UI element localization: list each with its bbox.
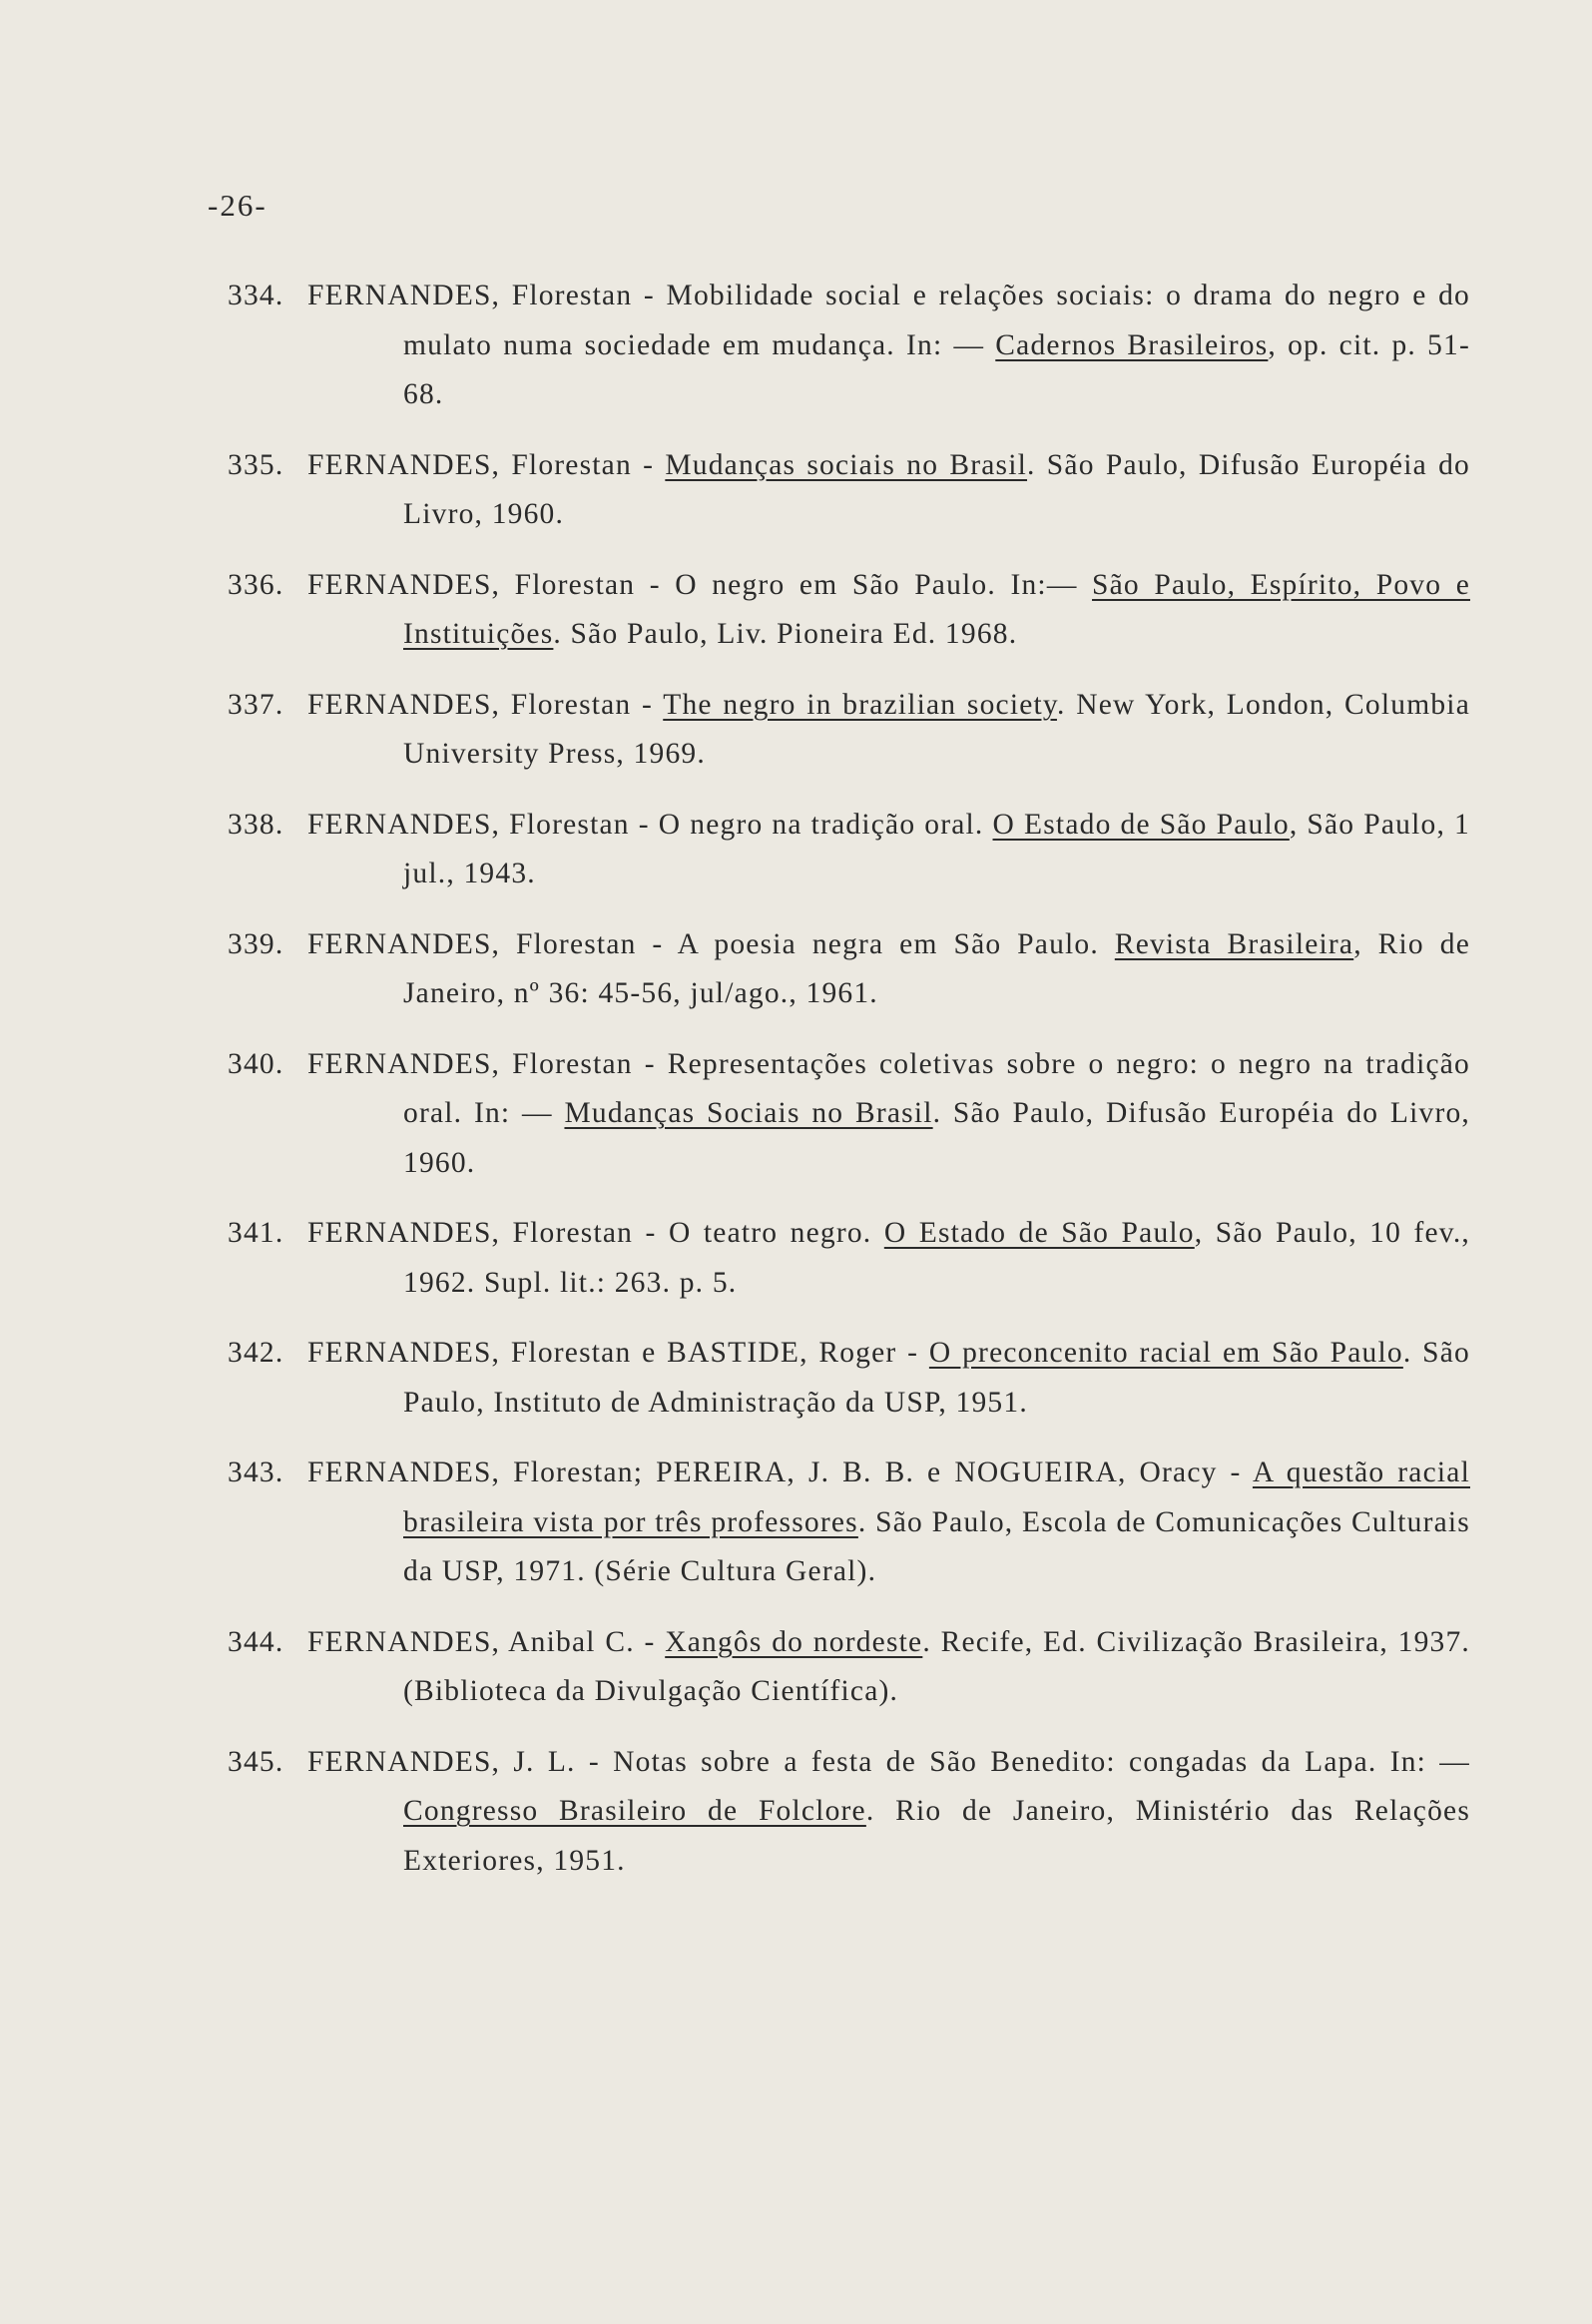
entry-text-segment: . São Paulo, Liv. Pioneira Ed. 1968. [553,618,1018,650]
entry-text-segment: FERNANDES, J. L. - Notas sobre a festa de São Benedito: congadas da Lapa. In: — [307,1745,1470,1778]
bibliography-entry-337 [228,681,1470,780]
entry-text-segment: FERNANDES, Florestan e BASTIDE, Roger - [307,1337,929,1369]
entry-title: Xangôs do nordeste [665,1625,923,1658]
bibliography-entry-341 [228,1209,1470,1308]
entry-text-segment: , São Paulo, 1 jul., 1943. [403,808,1470,889]
entry-text-segment: FERNANDES, Florestan - Representações coletivas sobre o negro: o negro na tradição oral. In: — [307,1047,1470,1129]
entry-text [307,801,1470,899]
entry-text-segment: FERNANDES, Florestan - [307,688,664,721]
entry-text-segment: . São Paulo, Instituto de Administração da USP, 1951. [403,1337,1470,1419]
entry-text [307,681,1470,780]
entry-text [307,1738,1470,1887]
entry-text-segment: , Rio de Janeiro, nº 36: 45-56, jul/ago., 1961. [403,927,1470,1009]
entry-number: 342. [228,1337,284,1369]
bibliography-entry-340 [228,1040,1470,1189]
bibliography-entry-344 [228,1618,1470,1717]
entry-title: A questão racial brasileira vista por três professores [403,1456,1470,1538]
entry-text-segment: FERNANDES, Florestan - O negro na tradição oral. [307,808,993,841]
entry-text-segment: . São Paulo, Difusão Européia do Livro, 1960. [403,1097,1470,1179]
entry-number: 340. [228,1047,284,1080]
entry-number: 345. [228,1745,284,1778]
entry-text-segment: . New York, London, Columbia University Press, 1969. [403,688,1470,770]
entry-number: 334. [228,280,284,311]
entry-text [307,561,1470,660]
bibliography-entry-342 [228,1329,1470,1428]
entry-text-segment: . Recife, Ed. Civilização Brasileira, 1937. (Biblioteca da Divulgação Científica). [403,1625,1470,1707]
entry-title: Congresso Brasileiro de Folclore [403,1795,866,1827]
entry-text [307,1618,1470,1717]
entry-title: O Estado de São Paulo [883,1217,1195,1249]
entry-text [307,1329,1470,1428]
entry-text-segment: FERNANDES, Florestan - O teatro negro. [307,1217,884,1249]
entry-text-segment: FERNANDES, Florestan - [307,448,666,481]
entry-number: 336. [228,568,284,601]
entry-text-segment: . São Paulo, Difusão Européia do Livro, 1960. [403,448,1470,530]
bibliography-entry-338 [228,801,1470,899]
entry-title: Cadernos Brasileiros [995,328,1269,361]
entry-title: Revista Brasileira [1114,927,1354,960]
entry-number: 341. [228,1217,284,1249]
entry-number: 343. [228,1456,284,1488]
entry-text-segment: , op. cit. p. 51-68. [403,328,1471,410]
entry-text-segment: FERNANDES, Florestan - A poesia negra em São Paulo. [307,927,1115,960]
bibliography-entry-334 [228,272,1470,420]
page-number: -26- [208,188,267,223]
entry-number: 337. [228,688,284,721]
entry-text-segment: FERNANDES, Anibal C. - [307,1625,666,1658]
bibliography-entry-343 [228,1449,1470,1597]
entry-title: O preconcenito racial em São Paulo [928,1337,1403,1369]
entry-title: Mudanças Sociais no Brasil [564,1097,933,1129]
entry-title: Mudanças sociais no Brasil [665,448,1028,481]
entry-text [307,1040,1470,1189]
entry-text [307,441,1470,540]
bibliography-entry-336 [228,561,1470,660]
entry-title: São Paulo, Espírito, Povo e Instituições [403,568,1470,650]
entry-text [307,272,1471,420]
entry-text-segment: FERNANDES, Florestan; PEREIRA, J. B. B. e NOGUEIRA, Oracy - [307,1456,1253,1488]
entry-text [307,1449,1470,1597]
entry-text [307,1209,1470,1308]
bibliography-entry-335 [228,441,1470,540]
bibliography-entry-339 [228,920,1470,1019]
bibliography-list [228,272,1470,1886]
entry-title: O Estado de São Paulo [992,808,1290,841]
entry-text-segment: . Rio de Janeiro, Ministério das Relações Exteriores, 1951. [403,1795,1470,1877]
entry-text-segment: , São Paulo, 10 fev., 1962. Supl. lit.: 263. p. 5. [403,1217,1470,1299]
bibliography-entry-345 [228,1738,1470,1887]
entry-text [307,920,1470,1019]
entry-text-segment: . São Paulo, Escola de Comunicações Culturais da USP, 1971. (Série Cultura Geral). [403,1505,1470,1587]
entry-text-segment: FERNANDES, Florestan - O negro em São Paulo. In:— [307,568,1093,601]
entry-title: The negro in brazilian society [663,688,1057,721]
entry-text-segment: FERNANDES, Florestan - Mobilidade social e relações sociais: o drama do negro e do mulato numa sociedade em mudança. In: — [307,280,1470,361]
entry-number: 338. [228,808,284,841]
entry-number: 344. [228,1625,284,1658]
entry-number: 335. [228,448,284,481]
entry-number: 339. [228,927,284,960]
